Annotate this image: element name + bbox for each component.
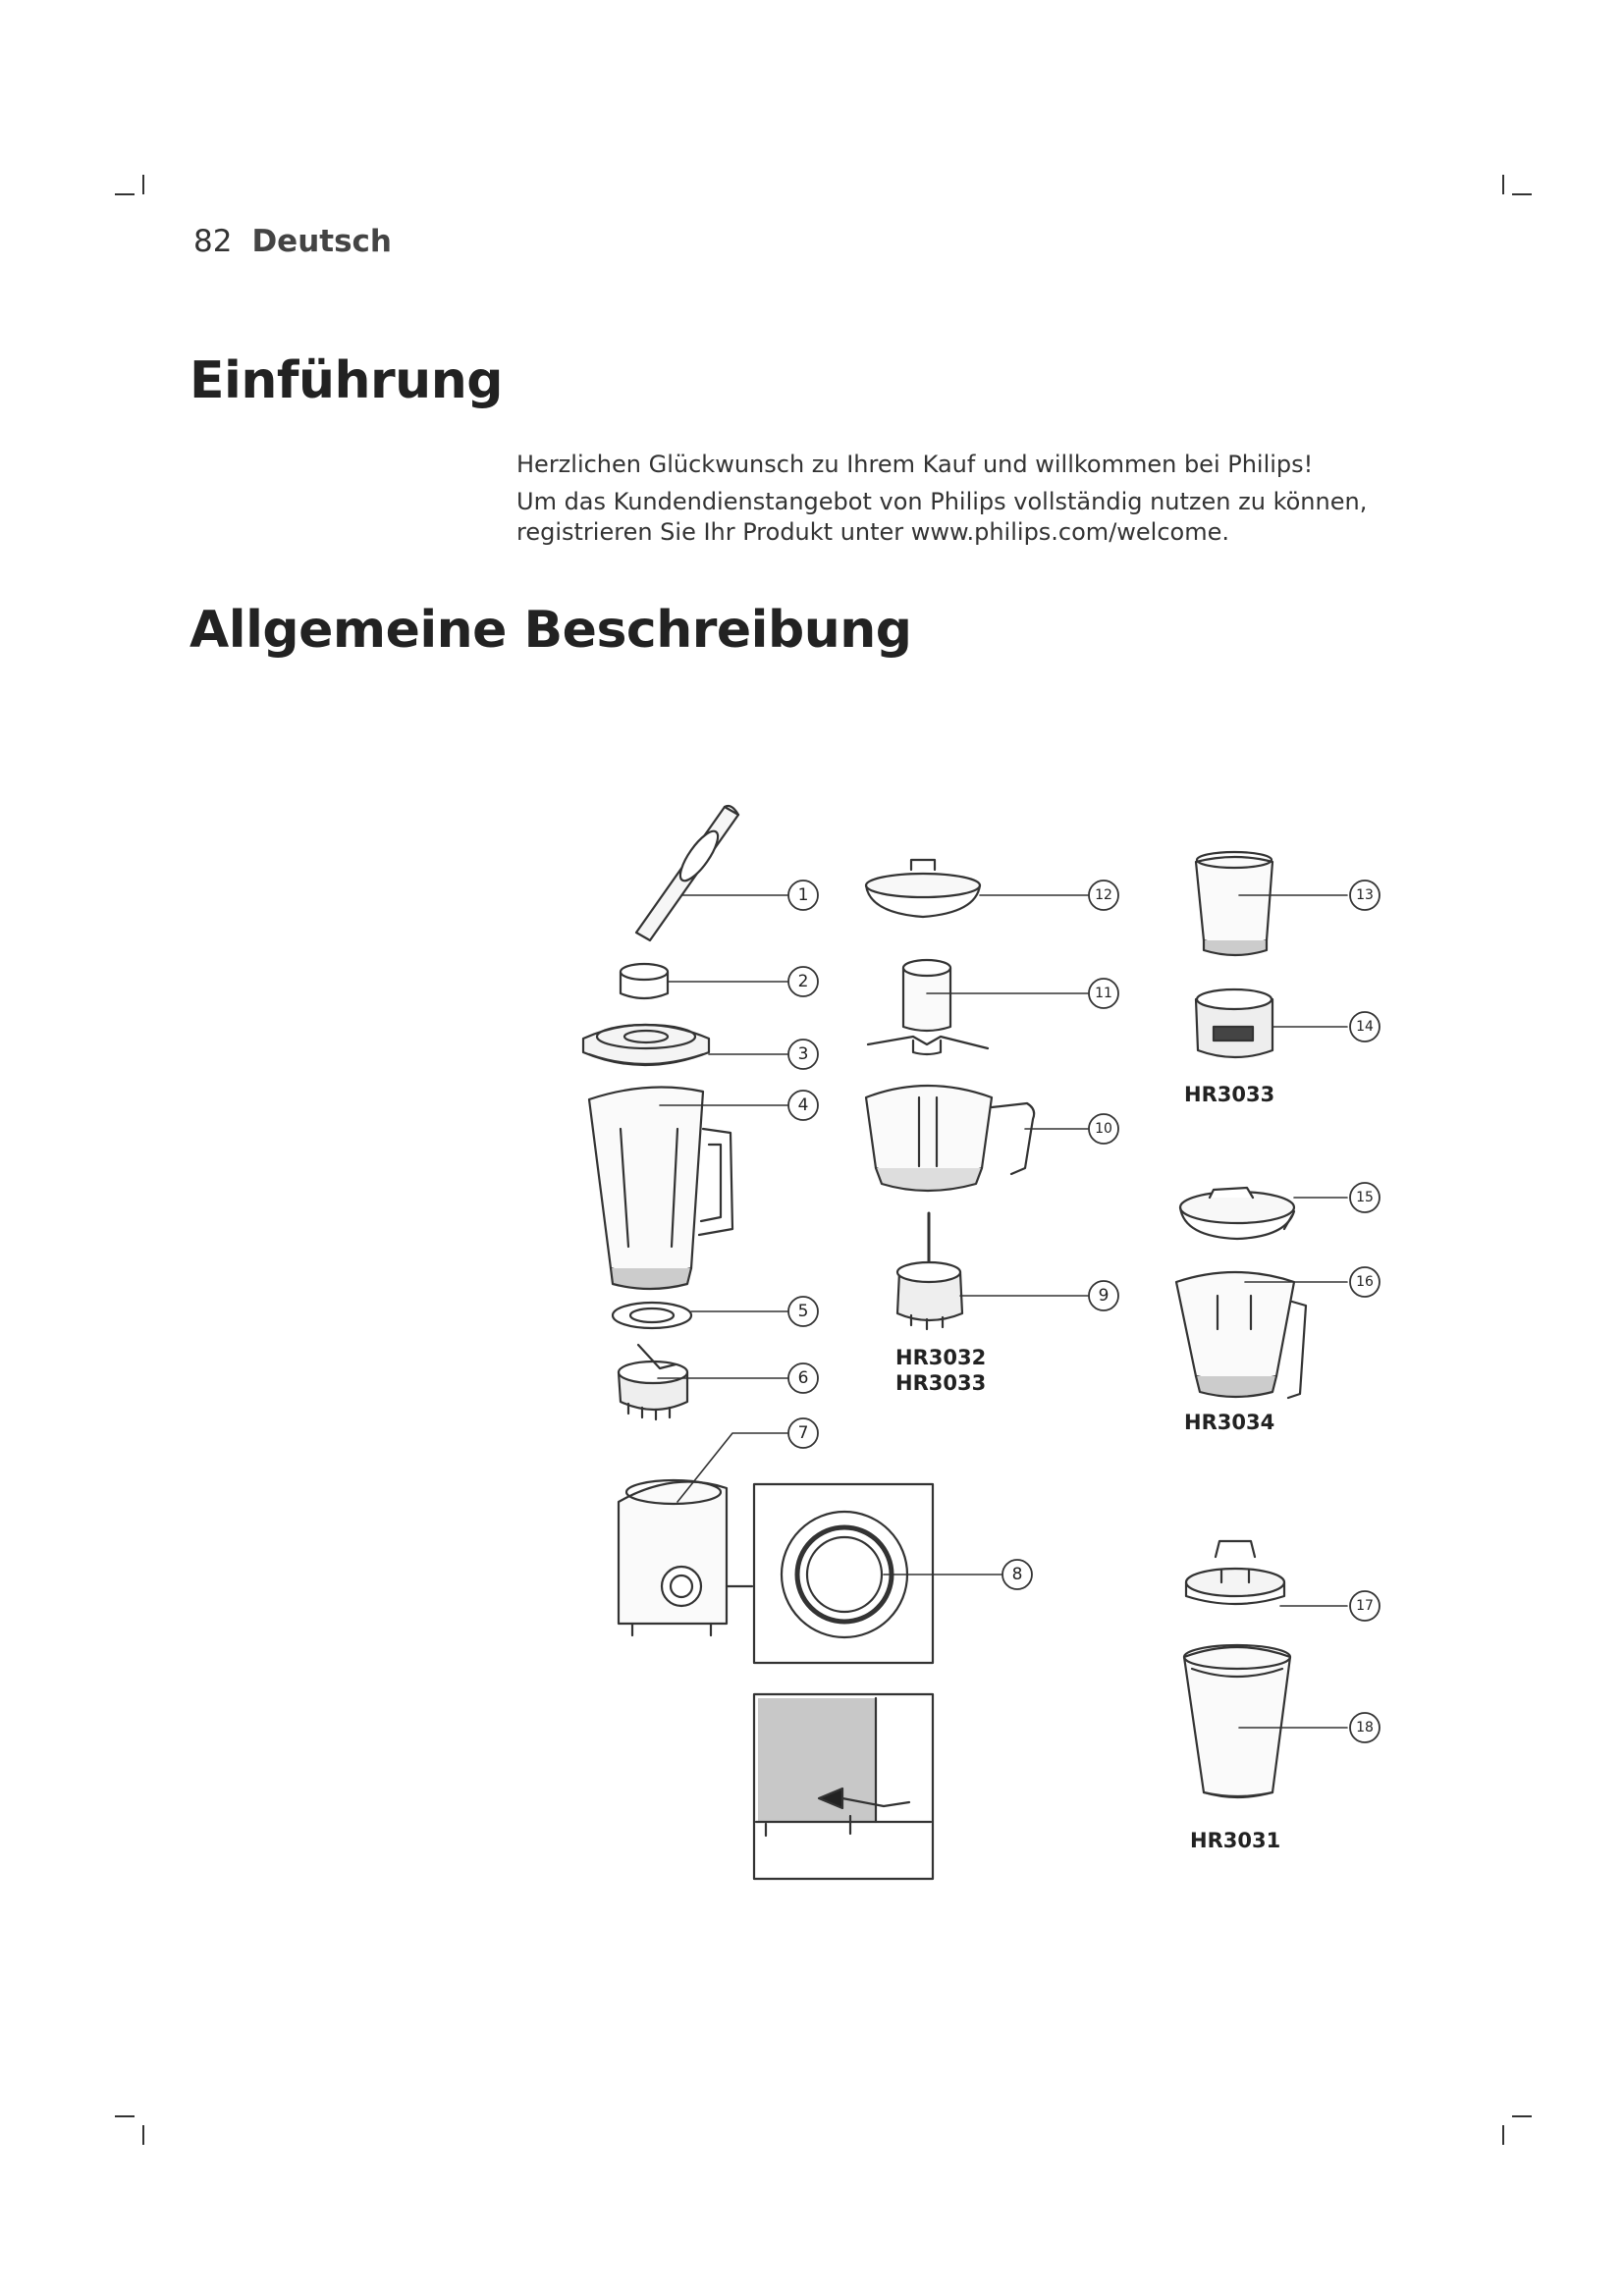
model-label-hr3034: HR3034 — [1184, 1411, 1275, 1434]
callout-9: 9 — [1098, 1286, 1110, 1306]
model-label-hr3033-mid: HR3033 — [895, 1371, 987, 1395]
chopper-lid-drawing — [866, 860, 980, 917]
callout-2: 2 — [797, 972, 809, 991]
grinder-blade-drawing — [1196, 989, 1272, 1057]
blade-unit-drawing — [619, 1345, 687, 1419]
callout-10: 10 — [1095, 1121, 1112, 1137]
to-go-bottle-drawing — [1184, 1645, 1290, 1797]
mill-blade-unit-drawing — [897, 1213, 962, 1329]
callout-7: 7 — [797, 1423, 809, 1443]
language-label: Deutsch — [251, 224, 392, 259]
sealing-ring-drawing — [613, 1303, 691, 1328]
cord-storage-detail — [754, 1694, 933, 1879]
callout-16: 16 — [1356, 1274, 1374, 1290]
callout-4: 4 — [797, 1095, 809, 1115]
callout-15: 15 — [1356, 1190, 1374, 1205]
tamper-drawing — [636, 806, 738, 940]
callout-5: 5 — [797, 1302, 809, 1321]
to-go-lid-drawing — [1186, 1541, 1284, 1604]
callout-11: 11 — [1095, 986, 1112, 1001]
callout-14: 14 — [1356, 1019, 1374, 1035]
blender-jar-drawing — [589, 1088, 732, 1290]
intro-heading: Einführung — [189, 351, 503, 410]
callout-13: 13 — [1356, 887, 1374, 903]
lid-cap-drawing — [621, 964, 668, 998]
model-label-hr3031: HR3031 — [1190, 1829, 1281, 1852]
motor-unit-drawing — [619, 1480, 727, 1635]
grinder-jar-drawing — [1196, 852, 1272, 955]
model-label-hr3032: HR3032 — [895, 1346, 987, 1369]
callout-3: 3 — [797, 1044, 809, 1064]
jar-lid-drawing — [583, 1025, 709, 1065]
small-jar-drawing — [1176, 1272, 1306, 1398]
intro-paragraph-2: Um das Kundendienstangebot von Philips vollständig nutzen zu können, registrieren Sie Ihr Produkt unter www.philips.com/welcome. — [516, 488, 1368, 546]
chopper-blade-drawing — [868, 960, 988, 1054]
callout-6: 6 — [797, 1368, 809, 1388]
intro-paragraph-1: Herzlichen Glückwunsch zu Ihrem Kauf und willkommen bei Philips! — [516, 451, 1314, 478]
control-knob-detail — [727, 1484, 933, 1663]
callout-1: 1 — [797, 885, 809, 905]
callout-8: 8 — [1011, 1565, 1023, 1584]
model-label-hr3033-top: HR3033 — [1184, 1083, 1275, 1106]
small-lid-drawing — [1180, 1188, 1294, 1239]
callout-17: 17 — [1356, 1598, 1374, 1614]
page-number: 82 — [193, 224, 233, 259]
callout-12: 12 — [1095, 887, 1112, 903]
chopper-bowl-drawing — [866, 1086, 1034, 1191]
description-heading: Allgemeine Beschreibung — [189, 601, 912, 660]
callout-18: 18 — [1356, 1720, 1374, 1735]
